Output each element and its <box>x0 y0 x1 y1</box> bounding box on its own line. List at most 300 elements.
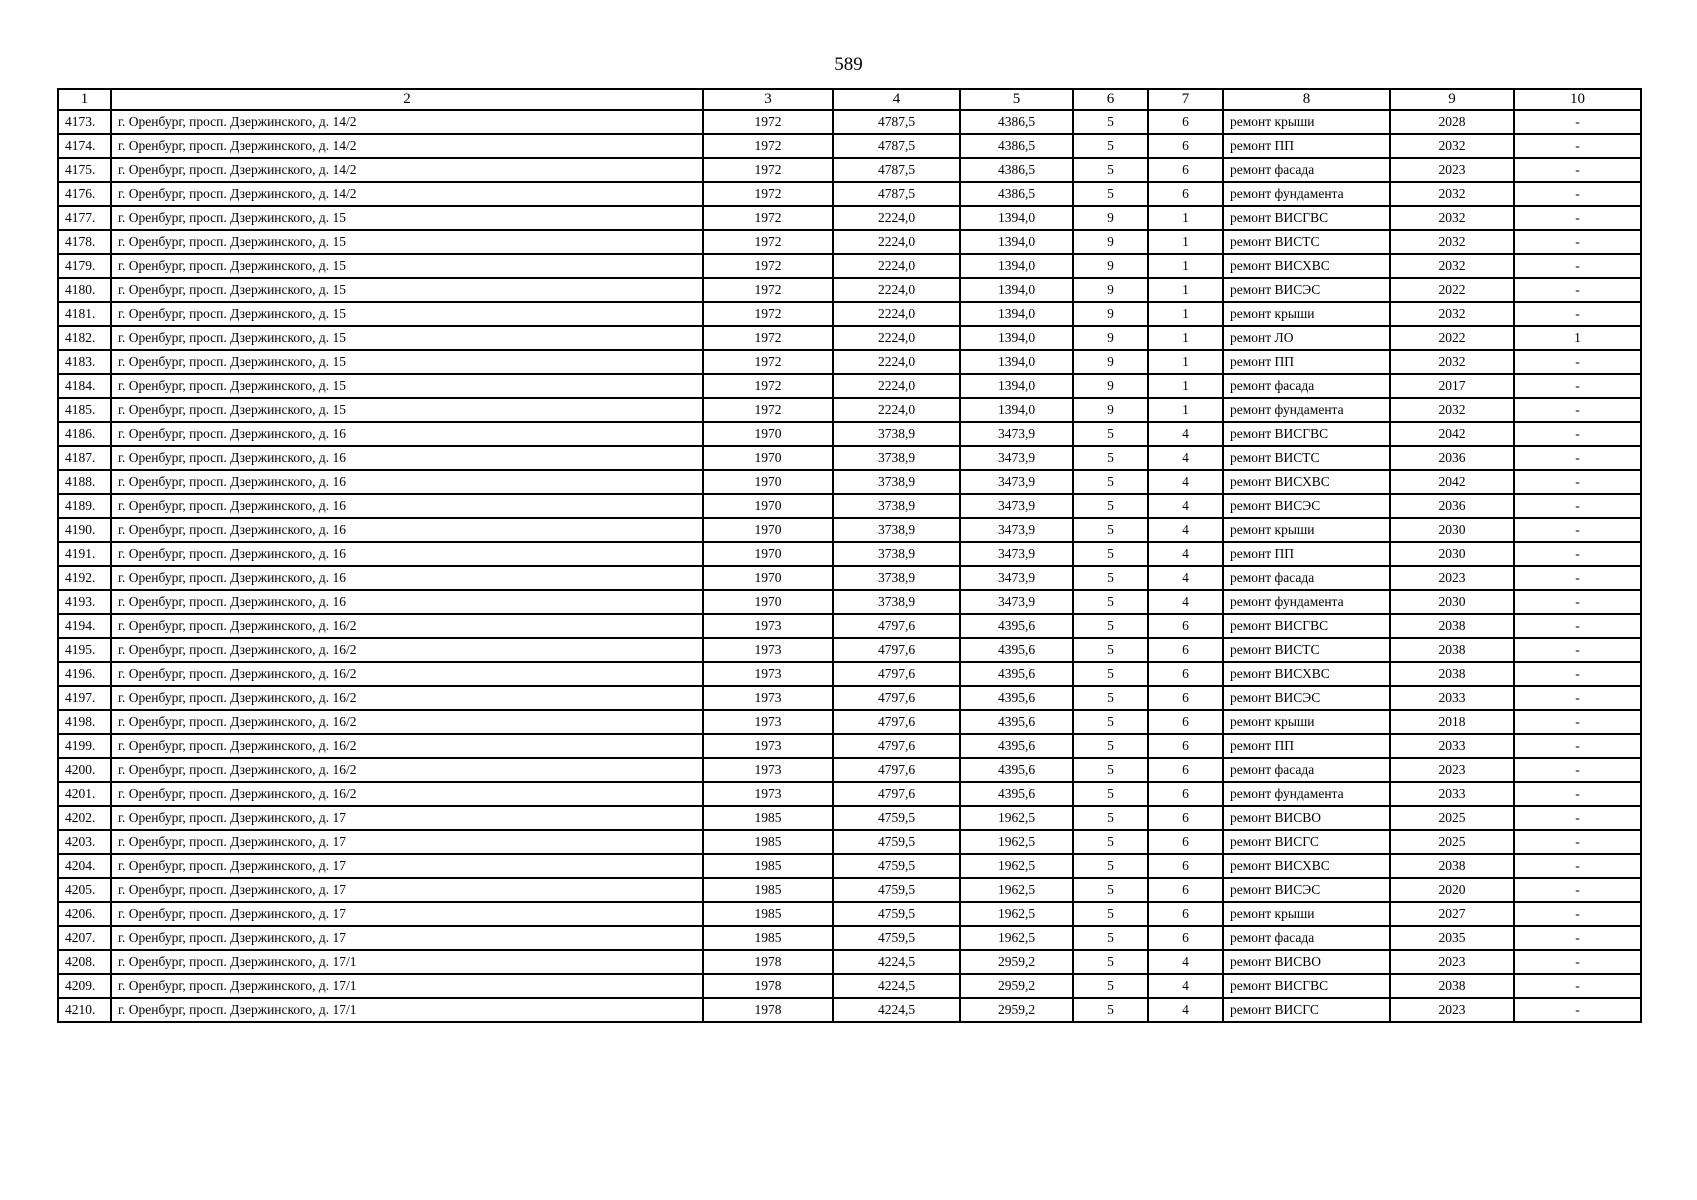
address-cell: г. Оренбург, просп. Дзержинского, д. 17/1 <box>111 998 703 1022</box>
row-number-cell: 4194. <box>58 614 111 638</box>
extra-value-cell: - <box>1514 734 1641 758</box>
floors-cell: 5 <box>1073 110 1148 134</box>
table-row <box>58 950 1641 974</box>
living-area-cell: 1394,0 <box>960 278 1073 302</box>
year-built-cell: 1970 <box>703 446 833 470</box>
total-area-cell: 2224,0 <box>833 302 960 326</box>
planned-year-cell: 2032 <box>1390 350 1514 374</box>
extra-value-cell: - <box>1514 350 1641 374</box>
work-type-cell: ремонт ВИСТС <box>1223 230 1390 254</box>
year-built-cell: 1978 <box>703 974 833 998</box>
table-row <box>58 854 1641 878</box>
total-area-cell: 2224,0 <box>833 206 960 230</box>
living-area-cell: 3473,9 <box>960 518 1073 542</box>
year-built-cell: 1970 <box>703 470 833 494</box>
address-cell: г. Оренбург, просп. Дзержинского, д. 16 <box>111 422 703 446</box>
table-row <box>58 278 1641 302</box>
entrances-cell: 6 <box>1148 782 1223 806</box>
entrances-cell: 6 <box>1148 686 1223 710</box>
table-row <box>58 518 1641 542</box>
address-cell: г. Оренбург, просп. Дзержинского, д. 15 <box>111 398 703 422</box>
extra-value-cell: - <box>1514 902 1641 926</box>
living-area-cell: 3473,9 <box>960 590 1073 614</box>
year-built-cell: 1972 <box>703 206 833 230</box>
living-area-cell: 4386,5 <box>960 134 1073 158</box>
floors-cell: 5 <box>1073 518 1148 542</box>
year-built-cell: 1978 <box>703 998 833 1022</box>
address-cell: г. Оренбург, просп. Дзержинского, д. 15 <box>111 278 703 302</box>
entrances-cell: 1 <box>1148 302 1223 326</box>
table-row <box>58 254 1641 278</box>
year-built-cell: 1985 <box>703 854 833 878</box>
living-area-cell: 3473,9 <box>960 566 1073 590</box>
row-number-cell: 4202. <box>58 806 111 830</box>
total-area-cell: 2224,0 <box>833 254 960 278</box>
planned-year-cell: 2027 <box>1390 902 1514 926</box>
entrances-cell: 1 <box>1148 398 1223 422</box>
row-number-cell: 4186. <box>58 422 111 446</box>
floors-cell: 5 <box>1073 566 1148 590</box>
row-number-cell: 4207. <box>58 926 111 950</box>
address-cell: г. Оренбург, просп. Дзержинского, д. 16 <box>111 518 703 542</box>
planned-year-cell: 2035 <box>1390 926 1514 950</box>
address-cell: г. Оренбург, просп. Дзержинского, д. 15 <box>111 206 703 230</box>
row-number-cell: 4191. <box>58 542 111 566</box>
column-header-5: 5 <box>960 89 1073 110</box>
column-header-9: 9 <box>1390 89 1514 110</box>
living-area-cell: 4386,5 <box>960 110 1073 134</box>
year-built-cell: 1973 <box>703 782 833 806</box>
extra-value-cell: - <box>1514 158 1641 182</box>
row-number-cell: 4203. <box>58 830 111 854</box>
floors-cell: 9 <box>1073 398 1148 422</box>
address-cell: г. Оренбург, просп. Дзержинского, д. 16 <box>111 470 703 494</box>
row-number-cell: 4173. <box>58 110 111 134</box>
total-area-cell: 4759,5 <box>833 926 960 950</box>
total-area-cell: 4787,5 <box>833 158 960 182</box>
table-row <box>58 974 1641 998</box>
table-row <box>58 206 1641 230</box>
work-type-cell: ремонт ВИСТС <box>1223 638 1390 662</box>
living-area-cell: 1962,5 <box>960 854 1073 878</box>
year-built-cell: 1973 <box>703 686 833 710</box>
total-area-cell: 2224,0 <box>833 278 960 302</box>
floors-cell: 5 <box>1073 878 1148 902</box>
entrances-cell: 6 <box>1148 110 1223 134</box>
floors-cell: 5 <box>1073 950 1148 974</box>
floors-cell: 5 <box>1073 590 1148 614</box>
extra-value-cell: - <box>1514 974 1641 998</box>
floors-cell: 9 <box>1073 374 1148 398</box>
work-type-cell: ремонт ВИСГВС <box>1223 206 1390 230</box>
floors-cell: 9 <box>1073 302 1148 326</box>
planned-year-cell: 2032 <box>1390 254 1514 278</box>
row-number-cell: 4187. <box>58 446 111 470</box>
entrances-cell: 6 <box>1148 662 1223 686</box>
total-area-cell: 2224,0 <box>833 374 960 398</box>
year-built-cell: 1972 <box>703 230 833 254</box>
table-header <box>58 89 1641 110</box>
work-type-cell: ремонт фасада <box>1223 158 1390 182</box>
table-row <box>58 734 1641 758</box>
column-header-8: 8 <box>1223 89 1390 110</box>
table-row <box>58 398 1641 422</box>
floors-cell: 5 <box>1073 134 1148 158</box>
extra-value-cell: 1 <box>1514 326 1641 350</box>
floors-cell: 5 <box>1073 758 1148 782</box>
total-area-cell: 2224,0 <box>833 326 960 350</box>
year-built-cell: 1972 <box>703 350 833 374</box>
year-built-cell: 1985 <box>703 926 833 950</box>
table-row <box>58 374 1641 398</box>
entrances-cell: 6 <box>1148 710 1223 734</box>
entrances-cell: 6 <box>1148 614 1223 638</box>
work-type-cell: ремонт фундамента <box>1223 590 1390 614</box>
total-area-cell: 4797,6 <box>833 638 960 662</box>
floors-cell: 5 <box>1073 614 1148 638</box>
total-area-cell: 3738,9 <box>833 590 960 614</box>
floors-cell: 5 <box>1073 806 1148 830</box>
row-number-cell: 4197. <box>58 686 111 710</box>
entrances-cell: 4 <box>1148 950 1223 974</box>
year-built-cell: 1972 <box>703 374 833 398</box>
living-area-cell: 4386,5 <box>960 182 1073 206</box>
row-number-cell: 4199. <box>58 734 111 758</box>
floors-cell: 5 <box>1073 974 1148 998</box>
living-area-cell: 2959,2 <box>960 974 1073 998</box>
total-area-cell: 4797,6 <box>833 614 960 638</box>
entrances-cell: 6 <box>1148 878 1223 902</box>
living-area-cell: 4395,6 <box>960 782 1073 806</box>
table-row <box>58 806 1641 830</box>
extra-value-cell: - <box>1514 566 1641 590</box>
entrances-cell: 1 <box>1148 374 1223 398</box>
work-type-cell: ремонт крыши <box>1223 518 1390 542</box>
entrances-cell: 6 <box>1148 902 1223 926</box>
row-number-cell: 4174. <box>58 134 111 158</box>
address-cell: г. Оренбург, просп. Дзержинского, д. 17 <box>111 806 703 830</box>
year-built-cell: 1970 <box>703 590 833 614</box>
address-cell: г. Оренбург, просп. Дзержинского, д. 14/2 <box>111 110 703 134</box>
planned-year-cell: 2025 <box>1390 806 1514 830</box>
row-number-cell: 4193. <box>58 590 111 614</box>
table-row <box>58 326 1641 350</box>
work-type-cell: ремонт ВИСВО <box>1223 806 1390 830</box>
address-cell: г. Оренбург, просп. Дзержинского, д. 16/2 <box>111 710 703 734</box>
address-cell: г. Оренбург, просп. Дзержинского, д. 15 <box>111 254 703 278</box>
extra-value-cell: - <box>1514 230 1641 254</box>
entrances-cell: 4 <box>1148 422 1223 446</box>
year-built-cell: 1985 <box>703 878 833 902</box>
extra-value-cell: - <box>1514 134 1641 158</box>
floors-cell: 5 <box>1073 182 1148 206</box>
planned-year-cell: 2032 <box>1390 302 1514 326</box>
column-header-3: 3 <box>703 89 833 110</box>
floors-cell: 5 <box>1073 422 1148 446</box>
entrances-cell: 6 <box>1148 926 1223 950</box>
address-cell: г. Оренбург, просп. Дзержинского, д. 16 <box>111 446 703 470</box>
total-area-cell: 3738,9 <box>833 422 960 446</box>
extra-value-cell: - <box>1514 518 1641 542</box>
column-header-7: 7 <box>1148 89 1223 110</box>
column-header-2: 2 <box>111 89 703 110</box>
planned-year-cell: 2023 <box>1390 758 1514 782</box>
address-cell: г. Оренбург, просп. Дзержинского, д. 16 <box>111 542 703 566</box>
floors-cell: 5 <box>1073 998 1148 1022</box>
year-built-cell: 1970 <box>703 566 833 590</box>
table-row <box>58 878 1641 902</box>
work-type-cell: ремонт фасада <box>1223 566 1390 590</box>
year-built-cell: 1985 <box>703 806 833 830</box>
address-cell: г. Оренбург, просп. Дзержинского, д. 16/2 <box>111 662 703 686</box>
total-area-cell: 4224,5 <box>833 974 960 998</box>
year-built-cell: 1973 <box>703 614 833 638</box>
floors-cell: 5 <box>1073 854 1148 878</box>
work-type-cell: ремонт фасада <box>1223 758 1390 782</box>
entrances-cell: 4 <box>1148 542 1223 566</box>
year-built-cell: 1978 <box>703 950 833 974</box>
floors-cell: 5 <box>1073 830 1148 854</box>
extra-value-cell: - <box>1514 782 1641 806</box>
extra-value-cell: - <box>1514 758 1641 782</box>
year-built-cell: 1972 <box>703 254 833 278</box>
planned-year-cell: 2017 <box>1390 374 1514 398</box>
table-row <box>58 470 1641 494</box>
planned-year-cell: 2018 <box>1390 710 1514 734</box>
total-area-cell: 4797,6 <box>833 662 960 686</box>
table-row <box>58 686 1641 710</box>
extra-value-cell: - <box>1514 710 1641 734</box>
table-row <box>58 710 1641 734</box>
planned-year-cell: 2036 <box>1390 446 1514 470</box>
extra-value-cell: - <box>1514 854 1641 878</box>
row-number-cell: 4176. <box>58 182 111 206</box>
year-built-cell: 1972 <box>703 110 833 134</box>
total-area-cell: 4797,6 <box>833 782 960 806</box>
table-row <box>58 302 1641 326</box>
planned-year-cell: 2032 <box>1390 398 1514 422</box>
header-row <box>58 89 1641 110</box>
work-type-cell: ремонт ВИСЭС <box>1223 686 1390 710</box>
table-row <box>58 182 1641 206</box>
living-area-cell: 4395,6 <box>960 734 1073 758</box>
living-area-cell: 4395,6 <box>960 686 1073 710</box>
planned-year-cell: 2042 <box>1390 470 1514 494</box>
row-number-cell: 4196. <box>58 662 111 686</box>
entrances-cell: 4 <box>1148 446 1223 470</box>
extra-value-cell: - <box>1514 278 1641 302</box>
work-type-cell: ремонт ВИСЭС <box>1223 494 1390 518</box>
total-area-cell: 4787,5 <box>833 182 960 206</box>
address-cell: г. Оренбург, просп. Дзержинского, д. 14/2 <box>111 182 703 206</box>
extra-value-cell: - <box>1514 446 1641 470</box>
planned-year-cell: 2023 <box>1390 158 1514 182</box>
extra-value-cell: - <box>1514 470 1641 494</box>
planned-year-cell: 2030 <box>1390 518 1514 542</box>
living-area-cell: 3473,9 <box>960 422 1073 446</box>
table-row <box>58 926 1641 950</box>
living-area-cell: 1394,0 <box>960 254 1073 278</box>
year-built-cell: 1972 <box>703 182 833 206</box>
address-cell: г. Оренбург, просп. Дзержинского, д. 14/2 <box>111 134 703 158</box>
entrances-cell: 4 <box>1148 494 1223 518</box>
work-type-cell: ремонт ПП <box>1223 350 1390 374</box>
table-row <box>58 110 1641 134</box>
table-row <box>58 902 1641 926</box>
entrances-cell: 1 <box>1148 278 1223 302</box>
work-type-cell: ремонт ВИСВО <box>1223 950 1390 974</box>
table-row <box>58 446 1641 470</box>
entrances-cell: 6 <box>1148 854 1223 878</box>
planned-year-cell: 2032 <box>1390 134 1514 158</box>
living-area-cell: 1394,0 <box>960 350 1073 374</box>
table-row <box>58 758 1641 782</box>
floors-cell: 5 <box>1073 926 1148 950</box>
extra-value-cell: - <box>1514 830 1641 854</box>
entrances-cell: 6 <box>1148 638 1223 662</box>
planned-year-cell: 2032 <box>1390 230 1514 254</box>
address-cell: г. Оренбург, просп. Дзержинского, д. 16 <box>111 590 703 614</box>
table-row <box>58 542 1641 566</box>
address-cell: г. Оренбург, просп. Дзержинского, д. 16/2 <box>111 638 703 662</box>
living-area-cell: 1962,5 <box>960 830 1073 854</box>
floors-cell: 9 <box>1073 230 1148 254</box>
row-number-cell: 4179. <box>58 254 111 278</box>
year-built-cell: 1985 <box>703 830 833 854</box>
work-type-cell: ремонт ВИСХВС <box>1223 854 1390 878</box>
living-area-cell: 3473,9 <box>960 470 1073 494</box>
living-area-cell: 1394,0 <box>960 302 1073 326</box>
extra-value-cell: - <box>1514 374 1641 398</box>
entrances-cell: 4 <box>1148 518 1223 542</box>
table-row <box>58 830 1641 854</box>
address-cell: г. Оренбург, просп. Дзержинского, д. 16/2 <box>111 734 703 758</box>
address-cell: г. Оренбург, просп. Дзержинского, д. 15 <box>111 230 703 254</box>
planned-year-cell: 2033 <box>1390 686 1514 710</box>
planned-year-cell: 2030 <box>1390 542 1514 566</box>
planned-year-cell: 2038 <box>1390 662 1514 686</box>
extra-value-cell: - <box>1514 494 1641 518</box>
year-built-cell: 1972 <box>703 158 833 182</box>
entrances-cell: 6 <box>1148 158 1223 182</box>
row-number-cell: 4175. <box>58 158 111 182</box>
living-area-cell: 4395,6 <box>960 758 1073 782</box>
table-body <box>58 110 1641 1022</box>
total-area-cell: 4797,6 <box>833 686 960 710</box>
address-cell: г. Оренбург, просп. Дзержинского, д. 17/1 <box>111 974 703 998</box>
row-number-cell: 4182. <box>58 326 111 350</box>
total-area-cell: 4224,5 <box>833 998 960 1022</box>
column-header-6: 6 <box>1073 89 1148 110</box>
entrances-cell: 4 <box>1148 470 1223 494</box>
address-cell: г. Оренбург, просп. Дзержинского, д. 15 <box>111 326 703 350</box>
row-number-cell: 4190. <box>58 518 111 542</box>
table-row <box>58 350 1641 374</box>
table-row <box>58 134 1641 158</box>
total-area-cell: 4759,5 <box>833 902 960 926</box>
floors-cell: 5 <box>1073 902 1148 926</box>
row-number-cell: 4192. <box>58 566 111 590</box>
work-type-cell: ремонт ВИСТС <box>1223 446 1390 470</box>
year-built-cell: 1973 <box>703 734 833 758</box>
row-number-cell: 4200. <box>58 758 111 782</box>
planned-year-cell: 2023 <box>1390 566 1514 590</box>
planned-year-cell: 2032 <box>1390 182 1514 206</box>
work-type-cell: ремонт ПП <box>1223 134 1390 158</box>
year-built-cell: 1972 <box>703 134 833 158</box>
table-row <box>58 494 1641 518</box>
address-cell: г. Оренбург, просп. Дзержинского, д. 17 <box>111 926 703 950</box>
table-row <box>58 662 1641 686</box>
table-row <box>58 638 1641 662</box>
year-built-cell: 1972 <box>703 278 833 302</box>
total-area-cell: 4224,5 <box>833 950 960 974</box>
extra-value-cell: - <box>1514 662 1641 686</box>
floors-cell: 5 <box>1073 638 1148 662</box>
total-area-cell: 4787,5 <box>833 134 960 158</box>
living-area-cell: 1394,0 <box>960 206 1073 230</box>
column-header-10: 10 <box>1514 89 1641 110</box>
address-cell: г. Оренбург, просп. Дзержинского, д. 16/2 <box>111 686 703 710</box>
address-cell: г. Оренбург, просп. Дзержинского, д. 17 <box>111 830 703 854</box>
work-type-cell: ремонт ВИСГС <box>1223 998 1390 1022</box>
registry-table <box>57 88 1642 1023</box>
work-type-cell: ремонт крыши <box>1223 902 1390 926</box>
total-area-cell: 3738,9 <box>833 566 960 590</box>
row-number-cell: 4177. <box>58 206 111 230</box>
address-cell: г. Оренбург, просп. Дзержинского, д. 17 <box>111 878 703 902</box>
total-area-cell: 4797,6 <box>833 758 960 782</box>
table-row <box>58 158 1641 182</box>
living-area-cell: 2959,2 <box>960 950 1073 974</box>
floors-cell: 5 <box>1073 542 1148 566</box>
living-area-cell: 1962,5 <box>960 926 1073 950</box>
year-built-cell: 1985 <box>703 902 833 926</box>
address-cell: г. Оренбург, просп. Дзержинского, д. 16 <box>111 494 703 518</box>
planned-year-cell: 2036 <box>1390 494 1514 518</box>
row-number-cell: 4178. <box>58 230 111 254</box>
entrances-cell: 1 <box>1148 230 1223 254</box>
entrances-cell: 6 <box>1148 758 1223 782</box>
planned-year-cell: 2025 <box>1390 830 1514 854</box>
planned-year-cell: 2028 <box>1390 110 1514 134</box>
planned-year-cell: 2030 <box>1390 590 1514 614</box>
planned-year-cell: 2038 <box>1390 638 1514 662</box>
work-type-cell: ремонт ВИСГВС <box>1223 974 1390 998</box>
extra-value-cell: - <box>1514 926 1641 950</box>
living-area-cell: 1962,5 <box>960 878 1073 902</box>
extra-value-cell: - <box>1514 542 1641 566</box>
row-number-cell: 4195. <box>58 638 111 662</box>
table-row <box>58 614 1641 638</box>
total-area-cell: 4759,5 <box>833 854 960 878</box>
planned-year-cell: 2032 <box>1390 206 1514 230</box>
work-type-cell: ремонт ВИСХВС <box>1223 254 1390 278</box>
row-number-cell: 4189. <box>58 494 111 518</box>
floors-cell: 5 <box>1073 494 1148 518</box>
entrances-cell: 6 <box>1148 830 1223 854</box>
work-type-cell: ремонт ПП <box>1223 734 1390 758</box>
planned-year-cell: 2038 <box>1390 854 1514 878</box>
total-area-cell: 4787,5 <box>833 110 960 134</box>
year-built-cell: 1970 <box>703 494 833 518</box>
work-type-cell: ремонт ВИСГС <box>1223 830 1390 854</box>
entrances-cell: 1 <box>1148 206 1223 230</box>
extra-value-cell: - <box>1514 590 1641 614</box>
work-type-cell: ремонт ЛО <box>1223 326 1390 350</box>
floors-cell: 5 <box>1073 686 1148 710</box>
total-area-cell: 3738,9 <box>833 470 960 494</box>
